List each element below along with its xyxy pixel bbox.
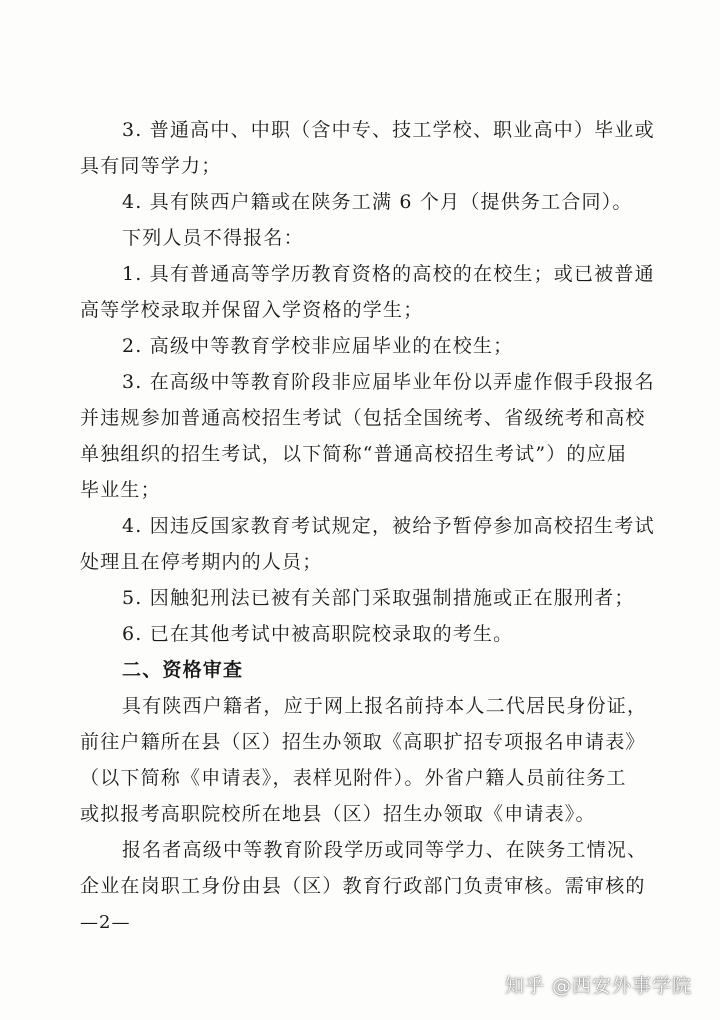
- text-line: 4. 因违反国家教育考试规定，被给予暂停参加高校招生考试: [122, 515, 655, 537]
- text-line: 4. 具有陕西户籍或在陕务工满 6 个月（提供务工合同）。: [122, 191, 633, 213]
- text-line: 具有同等学力；: [80, 155, 222, 177]
- text-line: 高等学校录取并保留入学资格的学生；: [80, 299, 424, 321]
- text-line: 3. 在高级中等教育阶段非应届毕业年份以弄虚作假手段报名: [122, 371, 655, 393]
- text-line: 5. 因触犯刑法已被有关部门采取强制措施或正在服刑者；: [122, 587, 635, 609]
- text-line: 2. 高级中等教育学校非应届毕业的在校生；: [122, 335, 514, 357]
- text-line: 具有陕西户籍者，应于网上报名前持本人二代居民身份证，: [122, 695, 648, 717]
- text-line: 并违规参加普通高校招生考试（包括全国统考、省级统考和高校: [80, 407, 646, 429]
- text-line: 处理且在停考期内的人员；: [80, 551, 323, 573]
- document-body: [80, 112, 655, 904]
- text-line: 3. 普通高中、中职（含中专、技工学校、职业高中）毕业或: [122, 119, 655, 141]
- watermark: 知乎 @西安外事学院: [504, 975, 692, 997]
- text-line: 或拟报考高职院校所在地县（区）招生办领取《申请表》。: [80, 803, 596, 825]
- text-line: 单独组织的招生考试，以下简称“普通高校招生考试”）的应届: [80, 443, 628, 465]
- text-line: 前往户籍所在县（区）招生办领取《高职扩招专项报名申请表》: [80, 731, 646, 753]
- text-line: （以下简称《申请表》，表样见附件）。外省户籍人员前往务工: [80, 767, 627, 789]
- text-line: 报名者高级中等教育阶段学历或同等学力、在陕务工情况、: [122, 839, 648, 861]
- text-line: 企业在岗职工身份由县（区）教育行政部门负责审核。需审核的: [80, 875, 646, 897]
- text-line: 1. 具有普通高等学历教育资格的高校的在校生；或已被普通: [122, 263, 655, 285]
- text-line: 6. 已在其他考试中被高职院校录取的考生。: [122, 623, 514, 645]
- text-line: 下列人员不得报名：: [122, 227, 304, 249]
- text-line: 毕业生；: [80, 479, 161, 501]
- section-heading: 二、资格审查: [122, 659, 244, 681]
- page-number: —2—: [80, 912, 131, 933]
